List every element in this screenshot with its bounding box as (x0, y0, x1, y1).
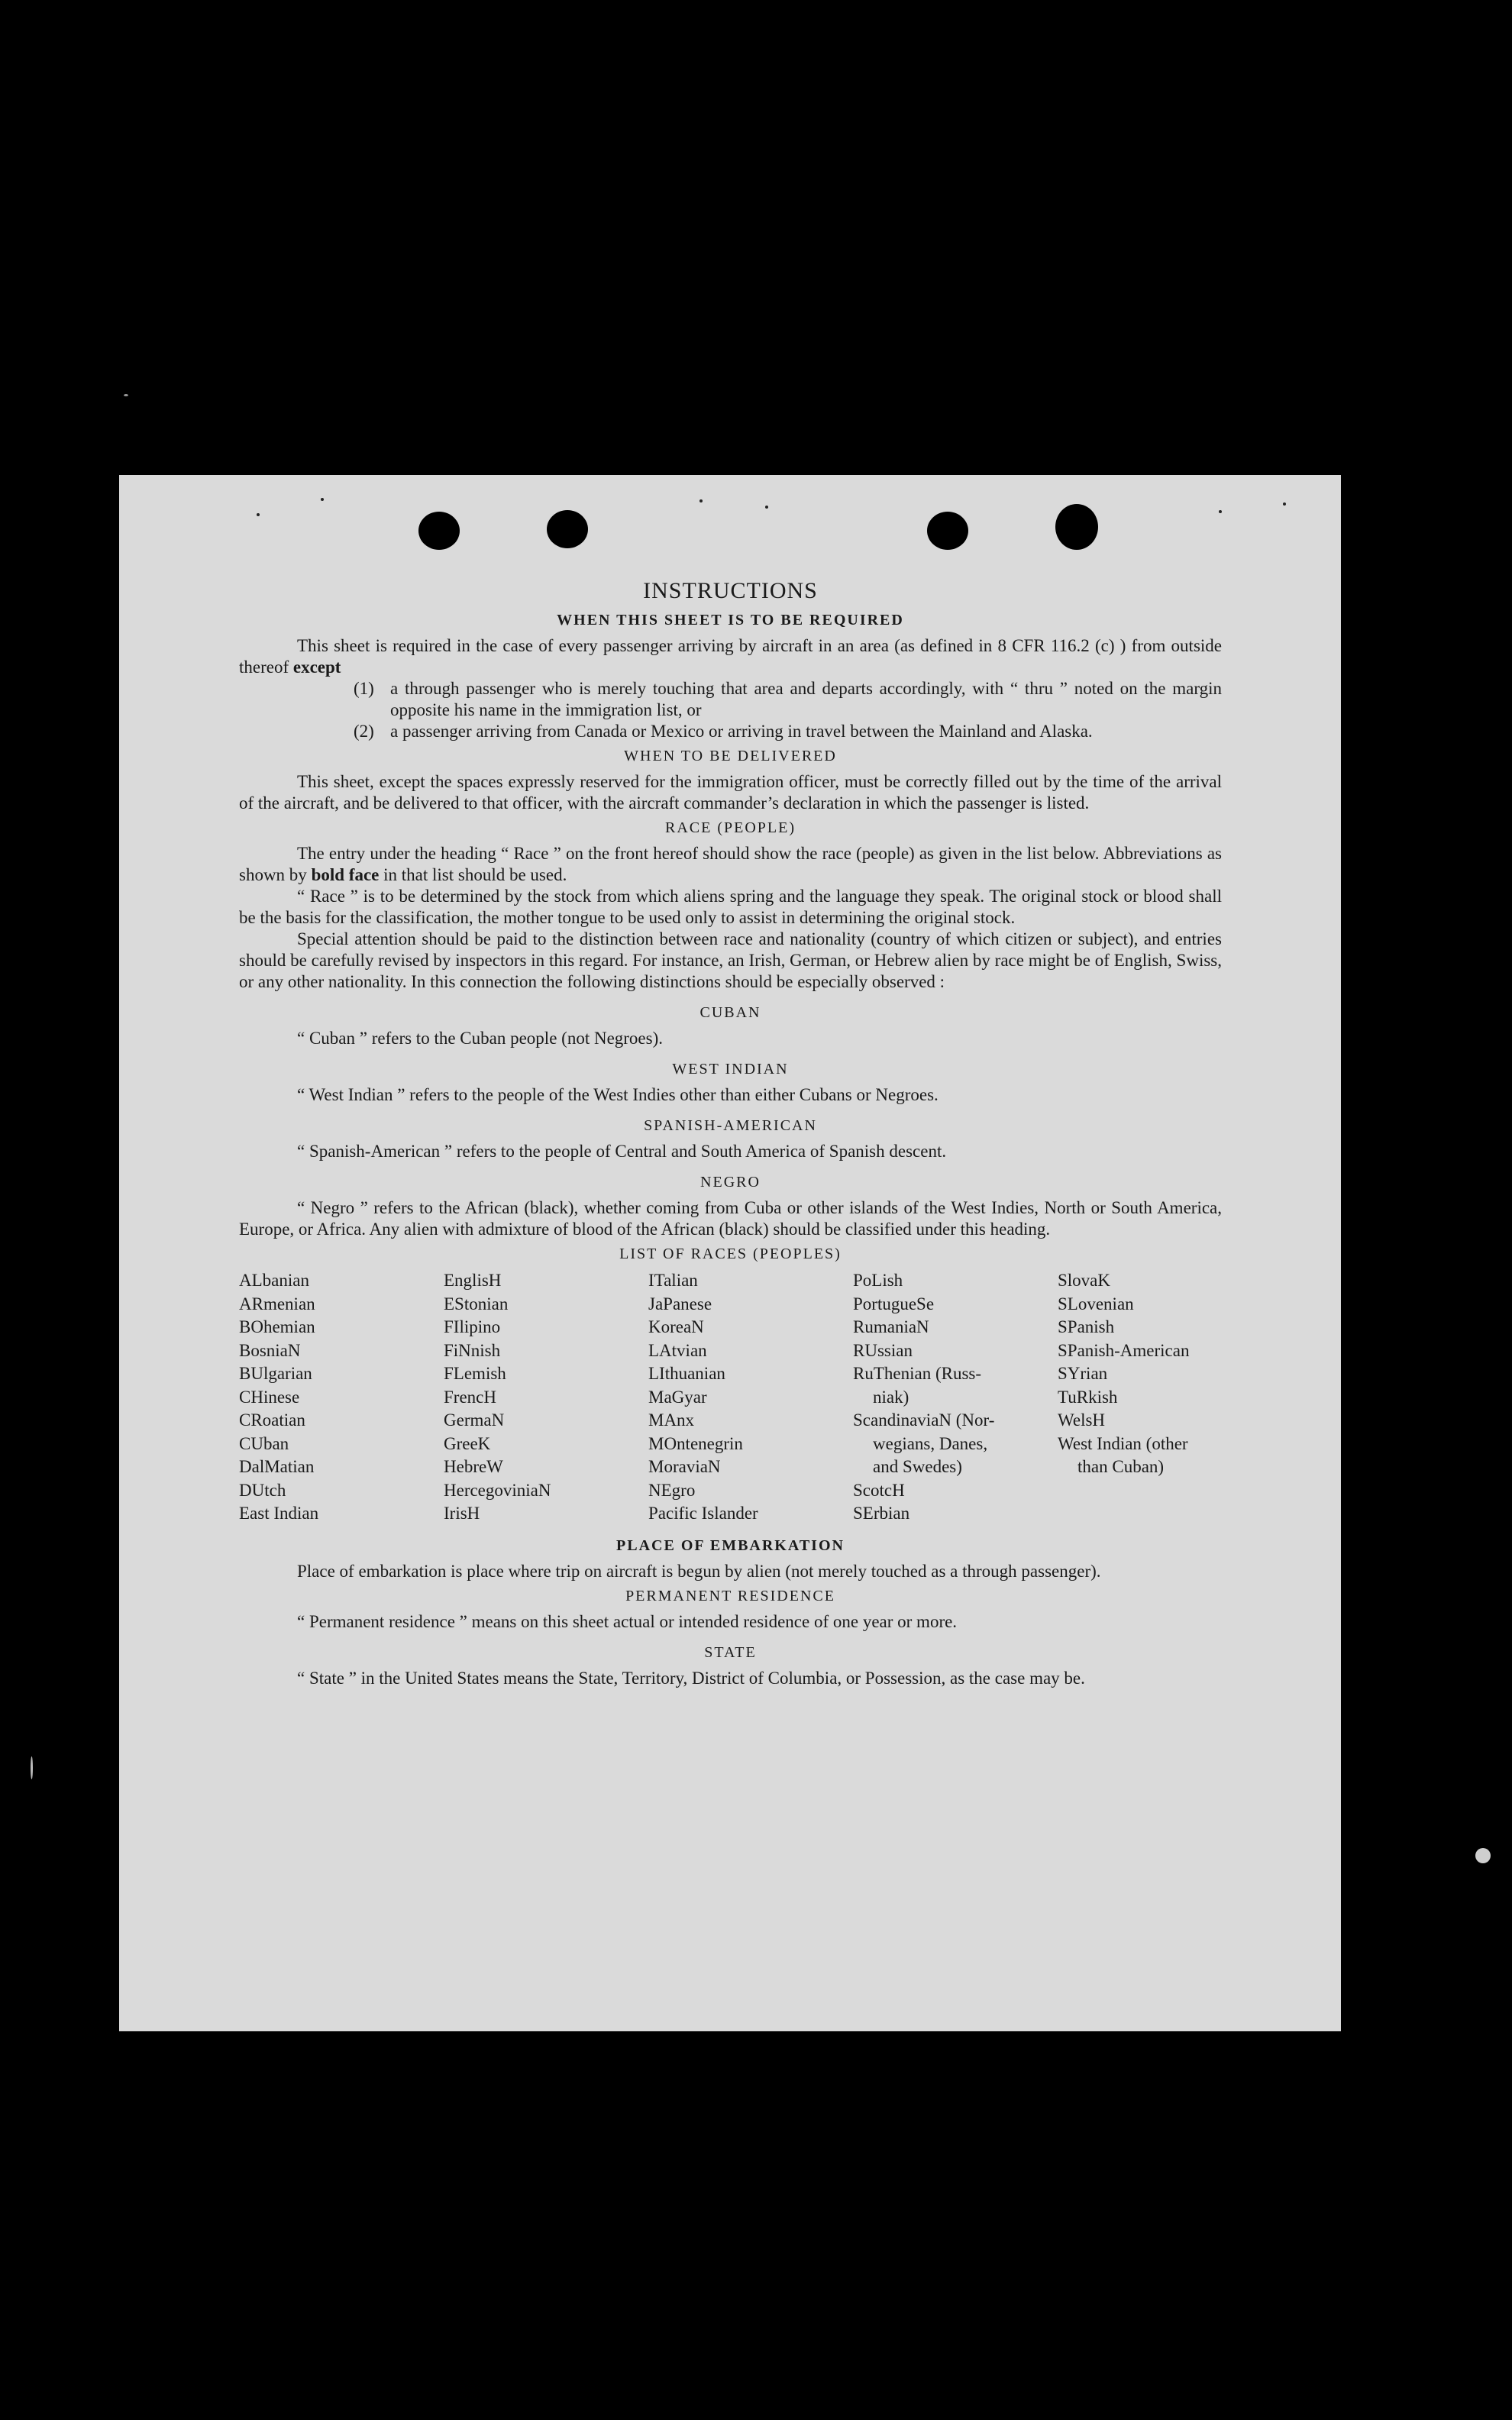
race-item: CHinese (239, 1387, 300, 1407)
race-item: ITalian (648, 1271, 698, 1290)
required-intro (239, 635, 1222, 678)
race-item: SErbian (853, 1504, 910, 1523)
race-p1-start: The entry under the heading “ Race ” on the front hereof should show the race (people) as given in the list below. Abbreviations as shown by (239, 844, 1222, 884)
races-column-4 (853, 1269, 1058, 1526)
race-item-continued: and Swedes) (873, 1457, 962, 1476)
race-p1-end: in that list should be used. (383, 865, 567, 884)
spanish-american-text: “ Spanish-American ” refers to the people of Central and South America of Spanish descent. (297, 1142, 947, 1161)
race-item: RUssian (853, 1340, 913, 1360)
section-heading-negro: NEGRO (700, 1174, 761, 1191)
speck (1219, 510, 1222, 513)
races-column-3 (648, 1269, 853, 1526)
race-item: ScotcH (853, 1480, 905, 1500)
race-item: SlovaK (1058, 1271, 1110, 1290)
race-item: WelsH (1058, 1410, 1106, 1430)
race-item: MOntenegrin (648, 1433, 743, 1453)
race-p1-bold: bold face (311, 865, 380, 884)
section-heading-residence: PERMANENT RESIDENCE (625, 1587, 835, 1604)
punch-hole (418, 512, 460, 550)
race-item: FIlipino (444, 1317, 501, 1336)
race-item: GermaN (444, 1410, 505, 1430)
list-item-text: a passenger arriving from Canada or Mexico or arriving in travel between the Mainland and Alaska. (390, 722, 1093, 741)
punch-hole (547, 510, 588, 548)
race-item: BOhemian (239, 1317, 315, 1336)
speck (765, 506, 768, 509)
race-item: PortugueSe (853, 1294, 935, 1313)
required-intro-text: This sheet is required in the case of every passenger arriving by aircraft in an area (as defined in 8 CFR 116.2 (c) ) from outside thereof (239, 636, 1222, 677)
speck (257, 513, 260, 516)
list-item (239, 721, 1222, 742)
race-item: MAnx (648, 1410, 695, 1430)
race-item: KoreaN (648, 1317, 704, 1336)
instructions-content (239, 576, 1222, 1689)
race-item: FiNnish (444, 1340, 501, 1360)
race-item: MoraviaN (648, 1457, 721, 1476)
race-item: NEgro (648, 1480, 696, 1500)
race-item: IrisH (444, 1504, 480, 1523)
residence-text: “ Permanent residence ” means on this sheet actual or intended residence of one year or more. (297, 1611, 958, 1631)
section-heading-cuban: CUBAN (699, 1004, 761, 1021)
race-paragraph-2: “ Race ” is to be determined by the stock from which aliens spring and the language they speak. The original stock or blood shall be the basis for the classification, the mother tongue to be used only to assist in determining the original stock. (239, 887, 1222, 927)
page-title: INSTRUCTIONS (643, 578, 818, 603)
race-item: EStonian (444, 1294, 509, 1313)
background-speck (1475, 1848, 1491, 1863)
race-item: LAtvian (648, 1340, 707, 1360)
speck (321, 498, 324, 501)
background-speck (31, 1756, 33, 1779)
race-item: FrencH (444, 1387, 496, 1407)
delivered-text: This sheet, except the spaces expressly reserved for the immigration officer, must be correctly filled out by the time of the arrival of the aircraft, and be delivered to that officer, with the aircraft commander’s declaration in which the passenger is listed. (239, 772, 1222, 813)
section-heading-state: STATE (704, 1643, 757, 1661)
list-item-number: (2) (354, 722, 374, 741)
race-item: ARmenian (239, 1294, 315, 1313)
section-heading-west-indian: WEST INDIAN (672, 1061, 789, 1078)
race-item-continued: than Cuban) (1077, 1457, 1165, 1476)
races-column-1 (239, 1269, 444, 1526)
race-item: SYrian (1058, 1364, 1108, 1383)
punch-hole (927, 512, 968, 550)
race-item: SLovenian (1058, 1294, 1134, 1313)
section-heading-race: RACE (PEOPLE) (665, 819, 796, 836)
section-heading-delivered: WHEN TO BE DELIVERED (624, 748, 837, 764)
list-item-text: a through passenger who is merely touching that area and departs accordingly, with “ thru ” noted on the margin opposite his name in the immigration list, or (390, 679, 1222, 719)
race-item: PoLish (853, 1271, 903, 1290)
list-item-number: (1) (354, 679, 374, 698)
section-heading-spanish-american: SPANISH-AMERICAN (644, 1117, 817, 1134)
section-heading-embarkation: PLACE OF EMBARKATION (616, 1536, 845, 1554)
race-item-continued: niak) (873, 1387, 909, 1407)
race-item: EnglisH (444, 1271, 502, 1290)
race-item: Pacific Islander (648, 1504, 758, 1523)
race-paragraph-3: Special attention should be paid to the distinction between race and nationality (country of which citizen or subject), and entries should be carefully revised by inspectors in this regard. For instance, an Irish, German, or Hebrew alien by race might be of English, Swiss, or any other nationality. In this connection the following distinctions should be especially observed : (239, 929, 1222, 991)
race-item: BUlgarian (239, 1364, 312, 1383)
instructions-sheet (119, 475, 1341, 2031)
cuban-text: “ Cuban ” refers to the Cuban people (not Negroes). (297, 1029, 664, 1048)
embarkation-text: Place of embarkation is place where trip on aircraft is begun by alien (not merely touched as a through passenger). (297, 1561, 1101, 1581)
race-item: DalMatian (239, 1457, 315, 1476)
race-item: MaGyar (648, 1387, 707, 1407)
required-intro-except: except (292, 658, 341, 677)
race-item: LIthuanian (648, 1364, 725, 1383)
race-item: CUban (239, 1433, 289, 1453)
list-item (239, 678, 1222, 721)
races-column-2 (444, 1269, 648, 1526)
race-item: HercegoviniaN (444, 1480, 551, 1500)
race-item: GreeK (444, 1433, 491, 1453)
negro-text: “ Negro ” refers to the African (black), whether coming from Cuba or other islands of the West Indies, North or South America, Europe, or Africa. Any alien with admixture of blood of the African (black) should be classified under this heading. (239, 1198, 1222, 1239)
west-indian-text: “ West Indian ” refers to the people of the West Indies other than either Cubans or Negroes. (297, 1085, 939, 1104)
race-item: East Indian (239, 1504, 319, 1523)
race-item: RuThenian (Russ- (853, 1364, 982, 1383)
race-item: FLemish (444, 1364, 506, 1383)
race-item: CRoatian (239, 1410, 305, 1430)
background-speck (124, 394, 128, 396)
speck (1283, 502, 1286, 506)
race-item: JaPanese (648, 1294, 712, 1313)
section-heading-races-list: LIST OF RACES (PEOPLES) (619, 1246, 842, 1262)
section-heading-required: WHEN THIS SHEET IS TO BE REQUIRED (557, 612, 904, 628)
race-item: TuRkish (1058, 1387, 1118, 1407)
race-item: ALbanian (239, 1271, 309, 1290)
races-column-5 (1058, 1269, 1222, 1526)
state-text: “ State ” in the United States means the State, Territory, District of Columbia, or Possession, as the case may be. (297, 1668, 1085, 1688)
race-paragraph-1 (239, 843, 1222, 886)
speck (699, 499, 703, 502)
race-item: RumaniaN (853, 1317, 929, 1336)
race-item: SPanish (1058, 1317, 1115, 1336)
race-item: BosniaN (239, 1340, 301, 1360)
race-item: ScandinaviaN (Nor- (853, 1410, 995, 1430)
punch-hole (1055, 504, 1098, 550)
race-item: HebreW (444, 1457, 503, 1476)
race-item: SPanish-American (1058, 1340, 1190, 1360)
race-item: West Indian (other (1058, 1433, 1188, 1453)
race-item-continued: wegians, Danes, (873, 1433, 988, 1453)
races-list (239, 1269, 1222, 1526)
race-item: DUtch (239, 1480, 286, 1500)
